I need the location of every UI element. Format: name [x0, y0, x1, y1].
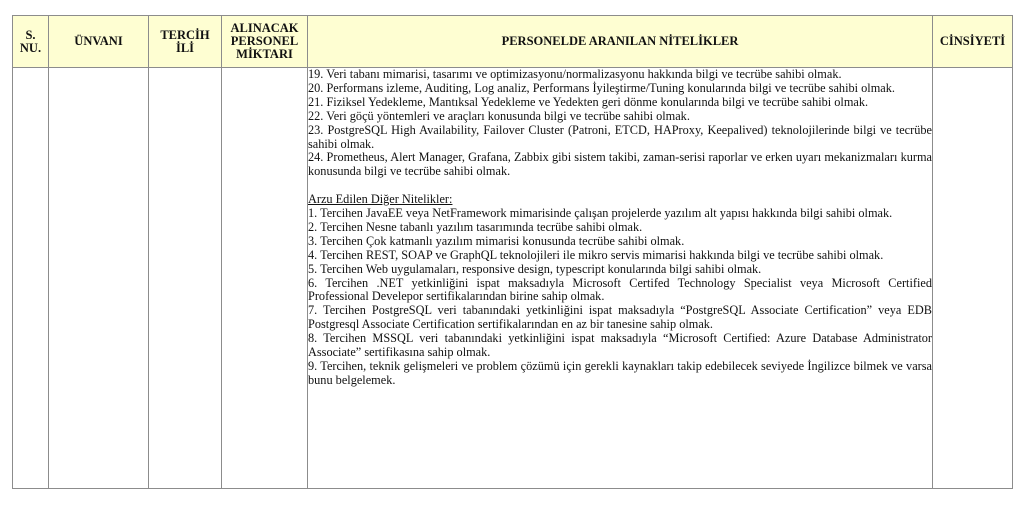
table-row — [13, 68, 1013, 489]
preferred-item: 4. Tercihen REST, SOAP ve GraphQL teknolojileri ile mikro servis mimarisi hakkında bilgi ve tecrübe sahibi olmak. — [308, 247, 884, 262]
spacer — [308, 179, 932, 193]
header-personnel-count: ALINACAK PERSONEL MİKTARI — [222, 16, 308, 68]
cell-personnel-count — [222, 68, 308, 489]
header-preferred-province: TERCİH İLİ — [149, 16, 222, 68]
personnel-requirements-table — [12, 15, 1013, 489]
header-qualifications: PERSONELDE ARANILAN NİTELİKLER — [308, 16, 933, 68]
cell-title — [49, 68, 149, 489]
cell-gender — [933, 68, 1013, 489]
preferred-item: 8. Tercihen MSSQL veri tabanındaki yetkinliğini ispat maksadıyla “Microsoft Certified: Azure Database Administrator Associate” sertifikasına sahip olmak. — [308, 331, 932, 360]
required-item: 20. Performans izleme, Auditing, Log analiz, Performans İyileştirme/Tuning konularında bilgi ve tecrübe sahibi olmak. — [308, 80, 895, 95]
header-gender: CİNSİYETİ — [933, 16, 1013, 68]
preferred-item: 6. Tercihen .NET yetkinliğini ispat maksadıyla Microsoft Certifed Technology Specialist veya Microsoft Certified Professional Develepor sertifikalarından birine sahip olmak. — [308, 275, 932, 304]
required-item: 23. PostgreSQL High Availability, Failover Cluster (Patroni, ETCD, HAProxy, Keepalived) teknolojilerinde bilgi ve tecrübe sahibi olmak. — [308, 122, 932, 151]
preferred-item: 3. Tercihen Çok katmanlı yazılım mimarisi konusunda tecrübe sahibi olmak. — [308, 233, 685, 248]
required-item: 24. Prometheus, Alert Manager, Grafana, Zabbix gibi sistem takibi, zaman-serisi raporlar ve erken uyarı mekanizmaları kurma konusunda bilgi ve tecrübe sahibi olmak. — [308, 150, 932, 179]
required-item: 19. Veri tabanı mimarisi, tasarımı ve optimizasyonu/normalizasyonu hakkında bilgi ve tecrübe sahibi olmak. — [308, 67, 842, 81]
header-serial-number: S. NU. — [13, 16, 49, 68]
cell-serial-number — [13, 68, 49, 489]
required-item: 21. Fiziksel Yedekleme, Mantıksal Yedekleme ve Yedekten geri dönme konularında bilgi ve tecrübe sahibi olmak. — [308, 94, 869, 109]
preferred-item: 2. Tercihen Nesne tabanlı yazılım tasarımında tecrübe sahibi olmak. — [308, 219, 643, 234]
preferred-item: 7. Tercihen PostgreSQL veri tabanındaki yetkinliğini ispat maksadıyla “PostgreSQL Associate Certification” veya EDB Postgresql Associate Certification sertifikalarından en az bir tanesine sahip olmak. — [308, 303, 932, 332]
preferred-item: 5. Tercihen Web uygulamaları, responsive design, typescript konularında bilgi sahibi olmak. — [308, 261, 762, 276]
header-row — [13, 16, 1013, 68]
preferred-item: 1. Tercihen JavaEE veya NetFramework mimarisinde çalışan projelerde yazılım alt yapısı hakkında bilgi sahibi olmak. — [308, 206, 893, 221]
preferred-qualifications-heading: Arzu Edilen Diğer Nitelikler: — [308, 192, 453, 207]
required-item: 22. Veri göçü yöntemleri ve araçları konusunda bilgi ve tecrübe sahibi olmak. — [308, 108, 690, 123]
header-title: ÜNVANI — [49, 16, 149, 68]
preferred-item: 9. Tercihen, teknik gelişmeleri ve problem çözümü için gerekli kaynakları takip edebilecek seviyede İngilizce bilmek ve varsa bunu belgelemek. — [308, 359, 932, 387]
cell-preferred-province — [149, 68, 222, 489]
cell-qualifications — [308, 68, 933, 489]
